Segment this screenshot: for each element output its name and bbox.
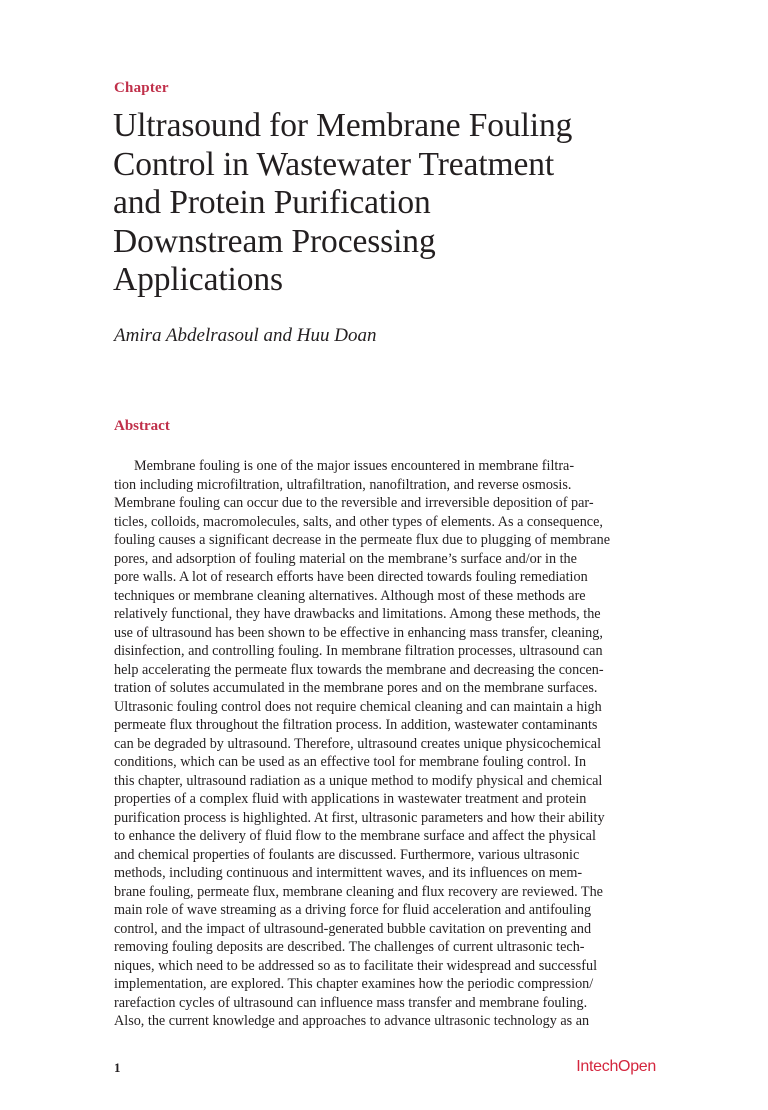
abstract-line: tion including microfiltration, ultrafiltration, nanofiltration, and reverse osmosis.	[114, 476, 572, 493]
chapter-title	[113, 107, 673, 300]
abstract-line: relatively functional, they have drawbacks and limitations. Among these methods, the	[114, 606, 601, 622]
abstract-line: main role of wave streaming as a driving force for fluid acceleration and antifouling	[114, 902, 592, 918]
title-line: Applications	[113, 261, 283, 298]
abstract-line: disinfection, and controlling fouling. In membrane filtration processes, ultrasound can	[114, 643, 603, 659]
abstract-body	[114, 457, 654, 1031]
abstract-line: can be degraded by ultrasound. Therefore, ultrasound creates unique physicochemical	[114, 735, 602, 752]
abstract-line: purification process is highlighted. At first, ultrasonic parameters and how their ability	[114, 809, 605, 826]
abstract-line: use of ultrasound has been shown to be effective in enhancing mass transfer, cleaning,	[114, 624, 603, 641]
abstract-line: removing fouling deposits are described. The challenges of current ultrasonic tech-	[114, 939, 585, 955]
publisher-logo: IntechOpen	[576, 1058, 656, 1075]
title-line: Ultrasound for Membrane Fouling	[113, 107, 573, 144]
abstract-line: niques, which need to be addressed so as to facilitate their widespread and successful	[114, 957, 598, 974]
abstract-line: techniques or membrane cleaning alternatives. Although most of these methods are	[114, 587, 586, 604]
abstract-line: Membrane fouling can occur due to the reversible and irreversible deposition of par-	[114, 495, 594, 511]
abstract-line: control, and the impact of ultrasound-generated bubble cavitation on preventing and	[114, 920, 592, 937]
title-line: and Protein Purification	[113, 184, 431, 221]
page-number: 1	[114, 1060, 121, 1075]
abstract-line: methods, including continuous and intermittent waves, and its influences on mem-	[114, 865, 583, 881]
title-line: Control in Wastewater Treatment	[113, 145, 555, 183]
abstract-heading: Abstract	[114, 418, 170, 434]
abstract-line: to enhance the delivery of fluid flow to the membrane surface and affect the physical	[114, 828, 596, 844]
abstract-line: help accelerating the permeate flux towards the membrane and decreasing the concen-	[114, 661, 604, 678]
abstract-line: tration of solutes accumulated in the membrane pores and on the membrane surfaces.	[114, 680, 598, 696]
abstract-line: rarefaction cycles of ultrasound can influence mass transfer and membrane fouling.	[114, 994, 588, 1011]
abstract-line: Also, the current knowledge and approaches to advance ultrasonic technology as an	[114, 1013, 590, 1029]
authors: Amira Abdelrasoul and Huu Doan	[114, 325, 377, 346]
abstract-line: pore walls. A lot of research efforts have been directed towards fouling remediation	[114, 569, 588, 585]
abstract-line: fouling causes a significant decrease in the permeate flux due to plugging of membrane	[114, 532, 610, 548]
abstract-line: this chapter, ultrasound radiation as a unique method to modify physical and chemical	[114, 772, 603, 789]
title-line: Downstream Processing	[113, 222, 436, 260]
chapter-label: Chapter	[114, 80, 169, 96]
abstract-line: brane fouling, permeate flux, membrane cleaning and flux recovery are reviewed. The	[114, 883, 603, 900]
abstract-line: Membrane fouling is one of the major issues encountered in membrane filtra-	[134, 458, 575, 474]
abstract-line: ticles, colloids, macromolecules, salts, and other types of elements. As a consequence,	[114, 513, 603, 530]
abstract-line: pores, and adsorption of fouling material on the membrane’s surface and/or in the	[114, 550, 577, 567]
abstract-line: and chemical properties of foulants are discussed. Furthermore, various ultrasonic	[114, 846, 580, 863]
abstract-line: Ultrasonic fouling control does not require chemical cleaning and can maintain a high	[114, 698, 602, 715]
abstract-line: implementation, are explored. This chapter examines how the periodic compression/	[114, 976, 594, 992]
abstract-line: permeate flux throughout the filtration process. In addition, wastewater contaminants	[114, 717, 598, 733]
abstract-line: properties of a complex fluid with applications in wastewater treatment and protein	[114, 791, 587, 807]
abstract-line: conditions, which can be used as an effective tool for membrane fouling control. In	[114, 754, 587, 770]
